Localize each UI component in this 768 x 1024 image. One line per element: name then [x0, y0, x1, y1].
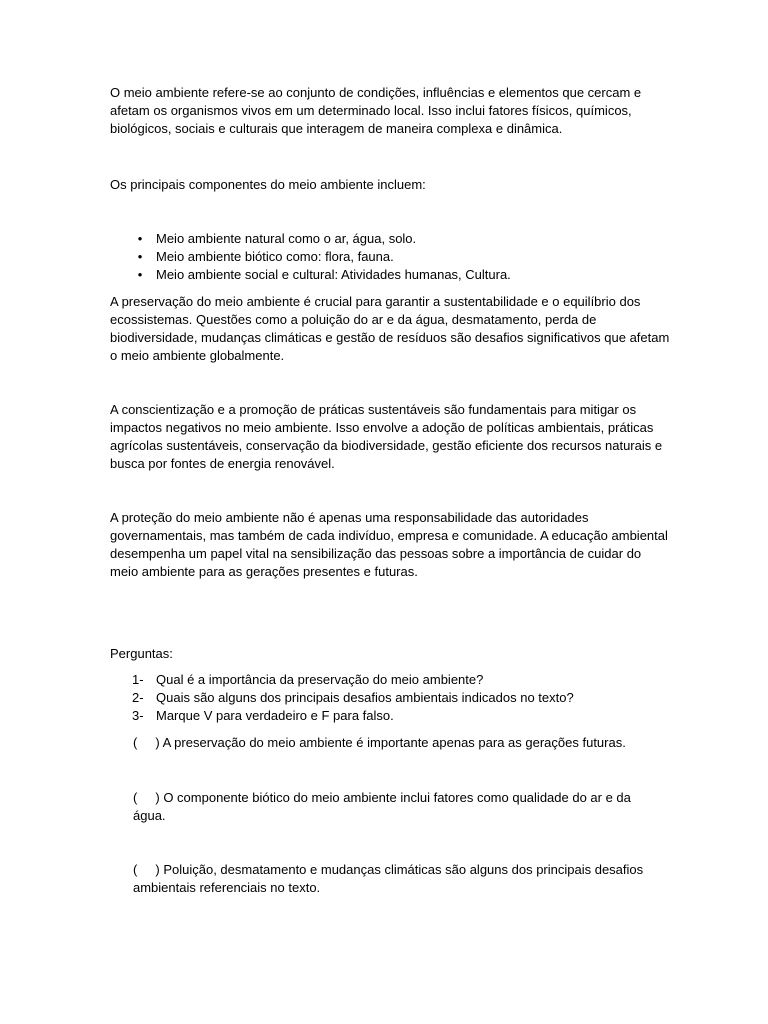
bullet-icon: • — [137, 231, 143, 246]
question-text: Qual é a importância da preservação do meio ambiente? — [156, 672, 484, 687]
true-false-item: ( ) O componente biótico do meio ambiente inclui fatores como qualidade do ar e da água. — [133, 790, 635, 823]
bullet-icon: • — [137, 249, 143, 264]
question-text: Quais são alguns dos principais desafios ambientais indicados no texto? — [156, 690, 574, 705]
true-false-item: ( ) Poluição, desmatamento e mudanças climáticas são alguns dos principais desafios ambientais referenciais no texto. — [133, 862, 647, 895]
questions-heading: Perguntas: — [110, 646, 173, 661]
components-list — [110, 230, 670, 284]
awareness-paragraph: A conscientização e a promoção de práticas sustentáveis são fundamentais para mitigar os impactos negativos no meio ambiente. Isso envolve a adoção de políticas ambientais, práticas agrícolas sustentáveis, conservação da biodiversidade, gestão eficiente dos recursos naturais e busca por fontes de energia renovável. — [110, 402, 663, 471]
list-item — [110, 248, 670, 266]
true-false-item: ( ) A preservação do meio ambiente é importante apenas para as gerações futuras. — [133, 735, 626, 750]
question-number: 1- — [132, 672, 144, 687]
question-number: 3- — [132, 708, 144, 723]
list-item — [110, 266, 670, 284]
questions-list — [110, 671, 670, 725]
preservation-paragraph: A preservação do meio ambiente é crucial para garantir a sustentabilidade e o equilíbrio dos ecossistemas. Questões como a poluição do ar e da água, desmatamento, perda de biodiversidade, mudanças climáticas e gestão de resíduos são desafios significativos que afetam o meio ambiente globalmente. — [110, 294, 670, 363]
list-item-text: Meio ambiente biótico como: flora, fauna. — [156, 249, 394, 264]
protection-paragraph: A proteção do meio ambiente não é apenas uma responsabilidade das autoridades governamentais, mas também de cada indivíduo, empresa e comunidade. A educação ambiental desempenha um papel vital na sensibilização das pessoas sobre a importância de cuidar do meio ambiente para as gerações presentes e futuras. — [110, 510, 668, 579]
list-item — [110, 689, 670, 707]
list-item-text: Meio ambiente social e cultural: Atividades humanas, Cultura. — [156, 267, 511, 282]
bullet-icon: • — [137, 267, 143, 282]
list-item — [110, 707, 670, 725]
list-item — [110, 230, 670, 248]
intro-paragraph: O meio ambiente refere-se ao conjunto de condições, influências e elementos que cercam e afetam os organismos vivos em um determinado local. Isso inclui fatores físicos, químicos, biológicos, sociais e culturais que interagem de maneira complexa e dinâmica. — [110, 85, 642, 136]
question-number: 2- — [132, 690, 144, 705]
list-item — [110, 671, 670, 689]
question-text: Marque V para verdadeiro e F para falso. — [156, 708, 394, 723]
list-item-text: Meio ambiente natural como o ar, água, solo. — [156, 231, 417, 246]
components-intro-paragraph: Os principais componentes do meio ambiente incluem: — [110, 177, 426, 192]
